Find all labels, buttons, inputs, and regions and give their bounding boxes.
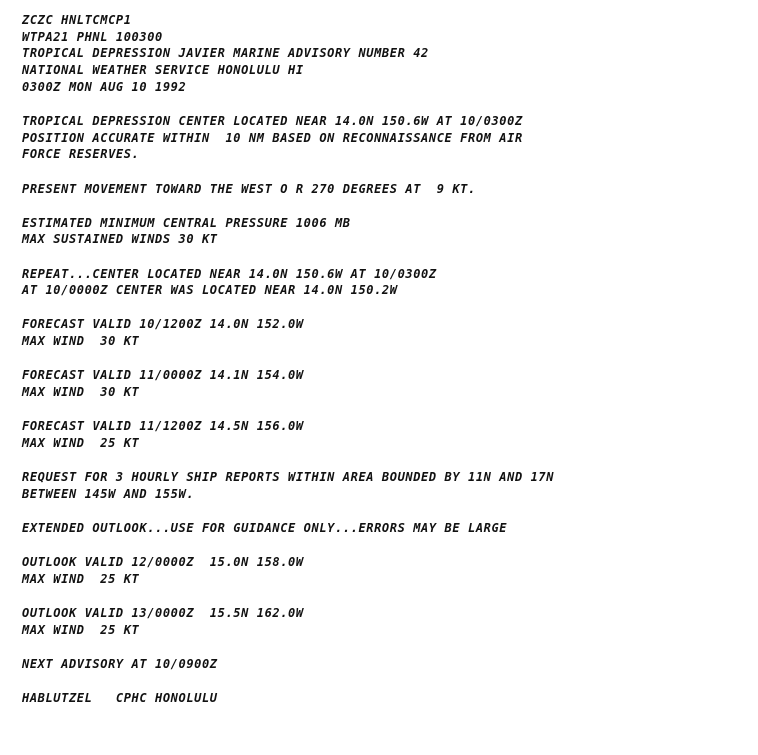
outlook-valid: OUTLOOK VALID 13/0000Z 15.5N 162.0W [22, 606, 304, 620]
outlook-wind: MAX WIND 25 KT [22, 622, 140, 637]
pressure-line: ESTIMATED MINIMUM CENTRAL PRESSURE 1006 MB [22, 215, 351, 230]
forecast-block [22, 418, 742, 451]
advisory-title: TROPICAL DEPRESSION JAVIER MARINE ADVISORY NUMBER 42 [22, 46, 429, 61]
ship-request-line: BETWEEN 145W AND 155W. [22, 486, 195, 501]
position-line: TROPICAL DEPRESSION CENTER LOCATED NEAR 14.0N 150.6W AT 10/0300Z [22, 113, 523, 128]
position-line: POSITION ACCURATE WITHIN 10 NM BASED ON RECONNAISSANCE FROM AIR [22, 130, 523, 145]
forecast-valid: FORECAST VALID 10/1200Z 14.0N 152.0W [22, 317, 304, 332]
outlook-valid: OUTLOOK VALID 12/0000Z 15.0N 158.0W [22, 555, 304, 570]
movement-block [22, 181, 742, 198]
ship-request-line: REQUEST FOR 3 HOURLY SHIP REPORTS WITHIN AREA BOUNDED BY 11N AND 17N [22, 470, 555, 485]
forecast-wind: MAX WIND 30 KT [22, 385, 140, 399]
forecast-valid: FORECAST VALID 11/0000Z 14.1N 154.0W [22, 368, 304, 383]
outlook-block [22, 605, 742, 638]
movement-line: PRESENT MOVEMENT TOWARD THE WEST O R 270 DEGREES AT 9 KT. [22, 181, 476, 196]
position-line: FORCE RESERVES. [22, 147, 140, 162]
extended-outlook-block [22, 520, 742, 537]
issue-time: 0300Z MON AUG 10 1992 [22, 79, 187, 94]
forecast-block [22, 316, 742, 349]
repeat-line: AT 10/0000Z CENTER WAS LOCATED NEAR 14.0N 150.2W [22, 283, 398, 298]
ship-request-block [22, 469, 742, 502]
issuing-office: NATIONAL WEATHER SERVICE HONOLULU HI [22, 63, 304, 78]
forecast-block [22, 367, 742, 400]
next-advisory-line: NEXT ADVISORY AT 10/0900Z [22, 656, 218, 671]
header-block [22, 12, 742, 95]
outlook-block [22, 554, 742, 587]
forecast-wind: MAX WIND 25 KT [22, 435, 140, 450]
pressure-block [22, 215, 742, 248]
forecaster-signature: HABLUTZEL CPHC HONOLULU [22, 691, 218, 706]
extended-outlook-line: EXTENDED OUTLOOK...USE FOR GUIDANCE ONLY...ERRORS MAY BE LARGE [22, 520, 508, 535]
forecast-valid: FORECAST VALID 11/1200Z 14.5N 156.0W [22, 419, 304, 434]
repeat-block [22, 266, 742, 299]
next-advisory-block [22, 656, 742, 673]
marine-advisory-document [22, 12, 742, 724]
position-block [22, 113, 742, 163]
sustained-winds-line: MAX SUSTAINED WINDS 30 KT [22, 232, 218, 247]
signature-block [22, 690, 742, 707]
repeat-line: REPEAT...CENTER LOCATED NEAR 14.0N 150.6W AT 10/0300Z [22, 266, 437, 281]
outlook-wind: MAX WIND 25 KT [22, 571, 140, 586]
header-line: ZCZC HNLTCMCP1 [22, 13, 132, 27]
forecast-wind: MAX WIND 30 KT [22, 334, 140, 349]
header-line: WTPA21 PHNL 100300 [22, 29, 163, 44]
